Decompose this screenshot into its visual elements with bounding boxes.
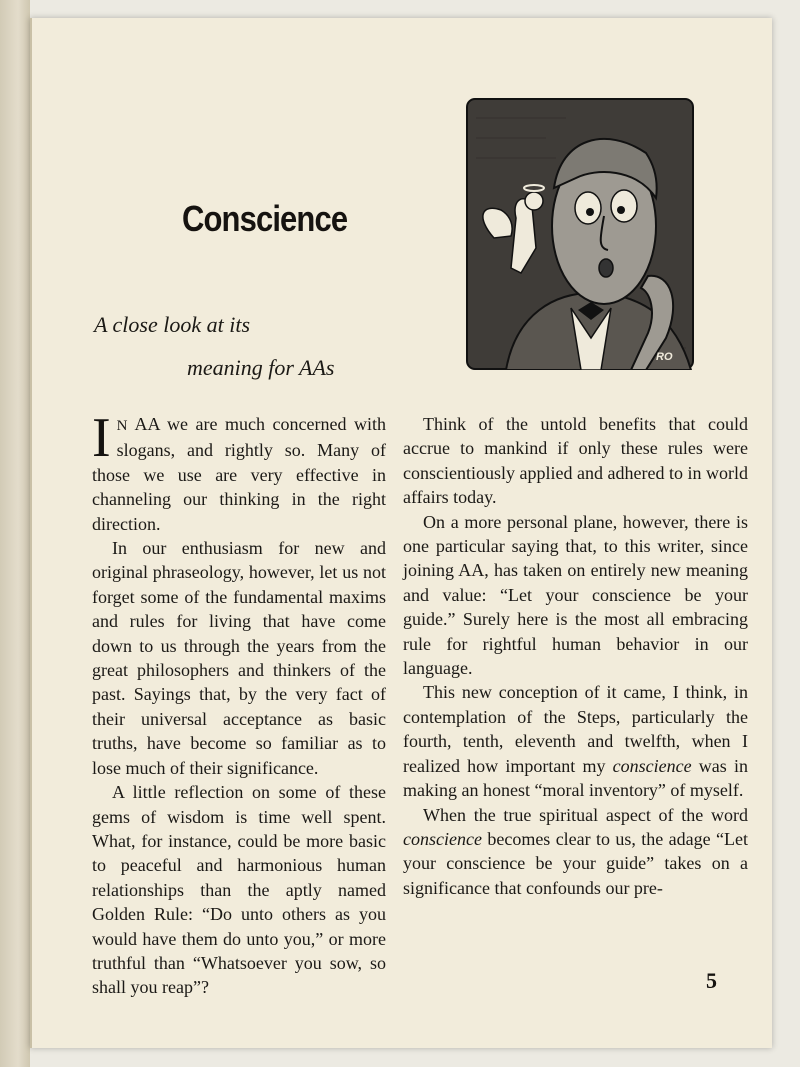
article-subtitle-line-2: meaning for AAs (187, 355, 335, 380)
right-text-column (403, 412, 748, 900)
paragraph-text: was in making an honest “moral inventory” of myself. (403, 755, 748, 801)
paragraph-text: becomes clear to us, the adage “Let your conscience be your guide” takes on a significance that confounds our pre- (403, 828, 748, 898)
previous-page-edge (0, 0, 30, 1067)
cartoon-illustration (466, 98, 694, 370)
page-number: 5 (706, 968, 717, 993)
paragraph (92, 407, 386, 536)
paragraph: Think of the untold benefits that could accrue to mankind if only these rules were conscientiously applied and adhered to in world affairs today. (403, 414, 748, 508)
paragraph-text: This new conception of it came, I think, in contemplation of the Steps, particularly the fourth, tenth, eleventh and twelfth, when I realized how important my (403, 682, 748, 776)
small-cap: N (116, 418, 128, 434)
paragraph (403, 803, 748, 901)
paragraph-text: AA we are much concerned with slogans, and rightly so. Many of those we use are very effective in channeling our thinking in the right direction. (92, 414, 386, 534)
paragraph: In our enthusiasm for new and original phraseology, however, let us not forget some of the fundamental maxims and rules for living that have come down to us through the years from the great philosophers and thinkers of the past. Sayings that, by the very fact of their universal acceptance as basic truths, have become so familiar as to lose much of their significance. (92, 538, 386, 778)
illustration-signature: RO (656, 351, 673, 363)
magazine-page (30, 18, 772, 1048)
emphasis: conscience (403, 828, 482, 849)
left-text-column (92, 407, 386, 1000)
article-subtitle-line-1: A close look at its (94, 312, 251, 337)
paragraph: A little reflection on some of these gems of wisdom is time well spent. What, for instance, could be more basic to peaceful and harmonious human relationships than the aptly named Golden Rule: “Do unto others as you would have them do unto you,” or more truthful than “Whatsoever you sow, so shall you reap”? (92, 782, 386, 998)
paragraph (403, 680, 748, 802)
drop-cap: I (92, 407, 111, 469)
paragraph: On a more personal plane, however, there is one particular saying that, to this writer, since joining AA, has taken on entirely new meaning and value: “Let your conscience be your guide.” Surely here is the most all embracing rule for rightful human behavior in our language. (403, 511, 748, 679)
emphasis: conscience (612, 755, 692, 776)
article-title: Conscience (182, 198, 348, 239)
paragraph-text: When the true spiritual aspect of the word (423, 804, 748, 825)
